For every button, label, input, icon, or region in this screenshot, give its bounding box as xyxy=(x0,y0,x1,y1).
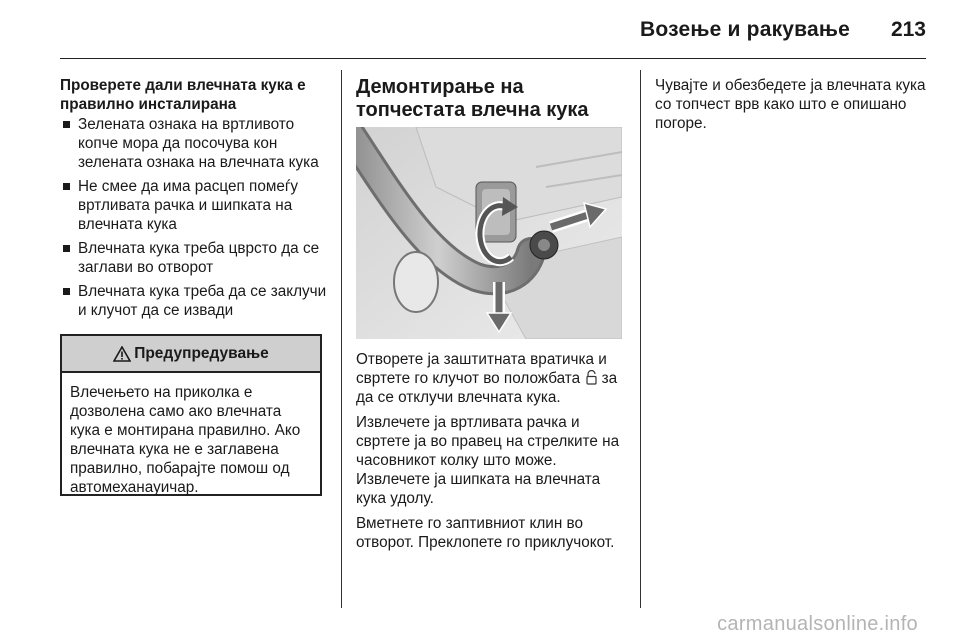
instruction-paragraph: Извлечете ја вртливата рачка и свртете ја во правец на стрелките на часовникот колку што може. Извлечете ја шипката на влечната кука удолу. xyxy=(356,414,620,507)
warning-header xyxy=(62,336,320,373)
warning-title: Предупредување xyxy=(134,344,269,362)
column-1 xyxy=(60,76,328,325)
column-2 xyxy=(356,76,628,122)
list-item: Зелената ознака на вртливото копче мора да посочува кон зелената ознака на влечната кука xyxy=(60,115,328,172)
open-lock-icon xyxy=(586,370,597,385)
list-item: Влечната кука треба цврсто да се заглави во отворот xyxy=(60,239,328,277)
instruction-paragraph: Отворете ја заштитната вратичка и свртете го клучот во положбата за да се отклучи влечната кука. xyxy=(356,351,618,406)
list-item: Не смее да има расцеп помеѓу вртливата рачка и шипката на влечната кука xyxy=(60,177,328,234)
bullet-square-icon xyxy=(63,288,70,295)
column-divider-2 xyxy=(640,70,641,608)
warning-triangle-icon xyxy=(113,346,131,362)
storage-paragraph: Чувајте и обезбедете ја влечната кука со топчест врв како што е опишано погоре. xyxy=(655,77,926,132)
warning-text: Влечењето на приколка е дозволена само ако влечната кука е монтирана правилно. Ако влечната кука не е заглавена правилно, побарајте помош од автомеханауичар. xyxy=(70,384,301,496)
warning-box xyxy=(60,334,322,496)
instruction-paragraph: Вметнете го заптивниот клин во отворот. Преклопете го приклучокот. xyxy=(356,515,615,551)
bullet-square-icon xyxy=(63,121,70,128)
column-divider-1 xyxy=(341,70,342,608)
section-title: Демонтирање на топчестата влечна кука xyxy=(356,76,589,121)
column-3 xyxy=(655,76,927,133)
page-number: 213 xyxy=(890,18,926,41)
bullet-square-icon xyxy=(63,183,70,190)
check-subheading: Проверете дали влечната кука е правилно инсталирана xyxy=(60,77,306,113)
check-list xyxy=(60,115,328,320)
header-rule xyxy=(60,58,926,59)
watermark: carmanualsonline.info xyxy=(717,613,918,635)
tow-bar-removal-illustration xyxy=(356,127,622,339)
removal-instructions xyxy=(356,350,628,558)
list-item: Влечната кука треба да се заклучи и клучот да се извади xyxy=(60,282,328,320)
header-title: Возење и ракување xyxy=(640,18,850,41)
bullet-square-icon xyxy=(63,245,70,252)
